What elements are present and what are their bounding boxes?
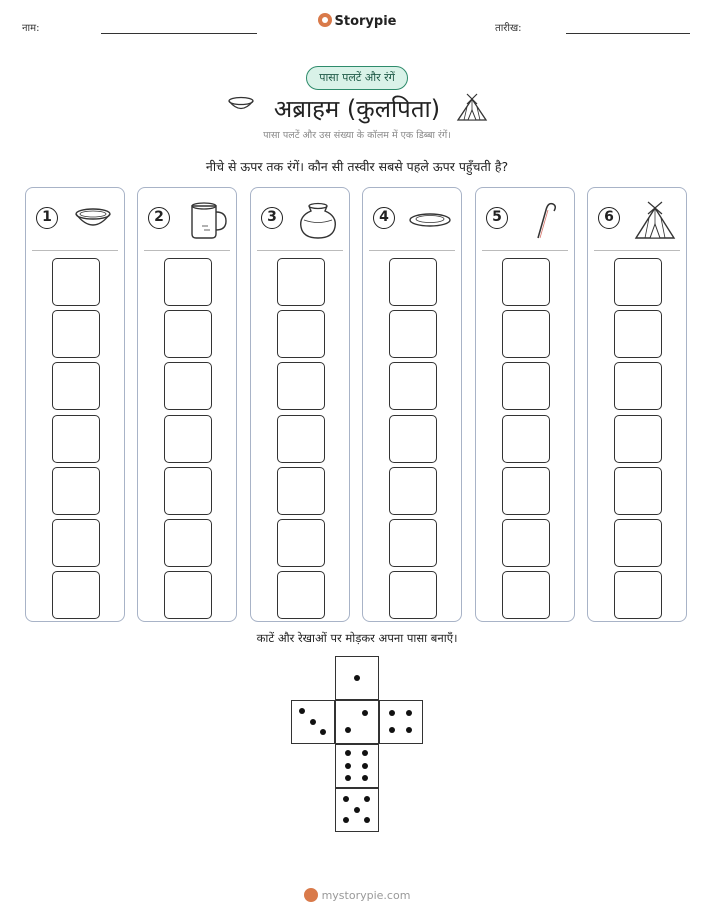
die-pip [354, 807, 360, 813]
color-box[interactable] [164, 258, 212, 306]
die-pip [364, 817, 370, 823]
color-box[interactable] [614, 415, 662, 463]
column-3 [250, 187, 350, 622]
color-box[interactable] [389, 571, 437, 619]
storypie-logo-icon [318, 13, 332, 27]
color-box[interactable] [614, 571, 662, 619]
color-box[interactable] [52, 258, 100, 306]
die-pip [299, 708, 305, 714]
plate-icon [405, 200, 455, 240]
subtitle: पासा पलटें और उस संख्या के कॉलम में एक डिब्बा रंगें। [263, 130, 451, 141]
color-box[interactable] [502, 310, 550, 358]
color-box[interactable] [277, 467, 325, 515]
color-box[interactable] [277, 519, 325, 567]
column-number: 4 [373, 207, 395, 229]
color-box[interactable] [164, 310, 212, 358]
color-box[interactable] [389, 467, 437, 515]
bowl-icon [68, 200, 118, 240]
die-pip [362, 775, 368, 781]
page-title: अब्राहम (कुलपिता) [273, 95, 441, 123]
color-box[interactable] [164, 571, 212, 619]
color-box[interactable] [389, 519, 437, 567]
color-box[interactable] [277, 362, 325, 410]
die-face-2 [335, 700, 379, 744]
divider [144, 250, 230, 251]
instruction: नीचे से ऊपर तक रंगें। कौन सी तस्वीर सबसे पहले ऊपर पहुँचती है? [205, 159, 509, 174]
die-pip [406, 727, 412, 733]
color-box[interactable] [52, 571, 100, 619]
color-box[interactable] [389, 310, 437, 358]
die-pip [345, 750, 351, 756]
die-pip [406, 710, 412, 716]
divider [32, 250, 118, 251]
color-box[interactable] [614, 467, 662, 515]
die-pip [343, 796, 349, 802]
color-box[interactable] [502, 415, 550, 463]
die-face-5 [335, 788, 379, 832]
brand-logo [0, 13, 714, 29]
column-6 [587, 187, 687, 622]
color-box[interactable] [389, 258, 437, 306]
name-line [101, 33, 257, 34]
tent-icon [630, 200, 680, 240]
color-box[interactable] [164, 415, 212, 463]
column-number: 5 [486, 207, 508, 229]
color-box[interactable] [277, 258, 325, 306]
divider [257, 250, 343, 251]
die-pip [362, 710, 368, 716]
die-pip [345, 763, 351, 769]
date-line [566, 33, 690, 34]
die-pip [354, 675, 360, 681]
column-number: 1 [36, 207, 58, 229]
color-box[interactable] [52, 519, 100, 567]
color-box[interactable] [614, 310, 662, 358]
divider [482, 250, 568, 251]
color-box[interactable] [164, 362, 212, 410]
color-box[interactable] [277, 310, 325, 358]
die-pip [362, 750, 368, 756]
mug-icon [180, 200, 230, 240]
footer [0, 888, 714, 902]
color-box[interactable] [52, 415, 100, 463]
color-box[interactable] [502, 258, 550, 306]
color-box[interactable] [614, 362, 662, 410]
brand-name: Storypie [334, 14, 397, 29]
column-2 [137, 187, 237, 622]
column-4 [362, 187, 462, 622]
die-pip [364, 796, 370, 802]
color-box[interactable] [502, 519, 550, 567]
color-box[interactable] [502, 571, 550, 619]
color-box[interactable] [52, 467, 100, 515]
date-label: तारीख: [495, 23, 522, 34]
column-number: 3 [261, 207, 283, 229]
color-box[interactable] [277, 571, 325, 619]
divider [369, 250, 455, 251]
die-face-4 [379, 700, 423, 744]
color-box[interactable] [614, 258, 662, 306]
color-box[interactable] [164, 467, 212, 515]
column-1 [25, 187, 125, 622]
color-box[interactable] [164, 519, 212, 567]
name-label: नाम: [22, 23, 40, 34]
color-box[interactable] [52, 310, 100, 358]
storypie-logo-icon [304, 888, 318, 902]
shepherd-staff-icon [518, 200, 568, 240]
tent-icon [455, 90, 489, 122]
column-number: 2 [148, 207, 170, 229]
die-pip [389, 727, 395, 733]
cut-instruction: काटें और रेखाओं पर मोड़कर अपना पासा बनाएँ। [256, 631, 458, 645]
die-pip [310, 719, 316, 725]
die-pip [362, 763, 368, 769]
color-box[interactable] [502, 467, 550, 515]
activity-tag: पासा पलटें और रंगें [306, 66, 408, 90]
color-box[interactable] [389, 362, 437, 410]
divider [594, 250, 680, 251]
footer-url: mystorypie.com [321, 889, 411, 902]
column-5 [475, 187, 575, 622]
color-box[interactable] [277, 415, 325, 463]
color-box[interactable] [614, 519, 662, 567]
die-pip [343, 817, 349, 823]
color-box[interactable] [52, 362, 100, 410]
die-face-3 [291, 700, 335, 744]
column-number: 6 [598, 207, 620, 229]
die-pip [389, 710, 395, 716]
die-pip [320, 729, 326, 735]
die-pip [345, 775, 351, 781]
die-face-1 [335, 656, 379, 700]
color-box[interactable] [389, 415, 437, 463]
die-pip [345, 727, 351, 733]
color-box[interactable] [502, 362, 550, 410]
clay-pot-icon [293, 200, 343, 240]
die-face-6 [335, 744, 379, 788]
